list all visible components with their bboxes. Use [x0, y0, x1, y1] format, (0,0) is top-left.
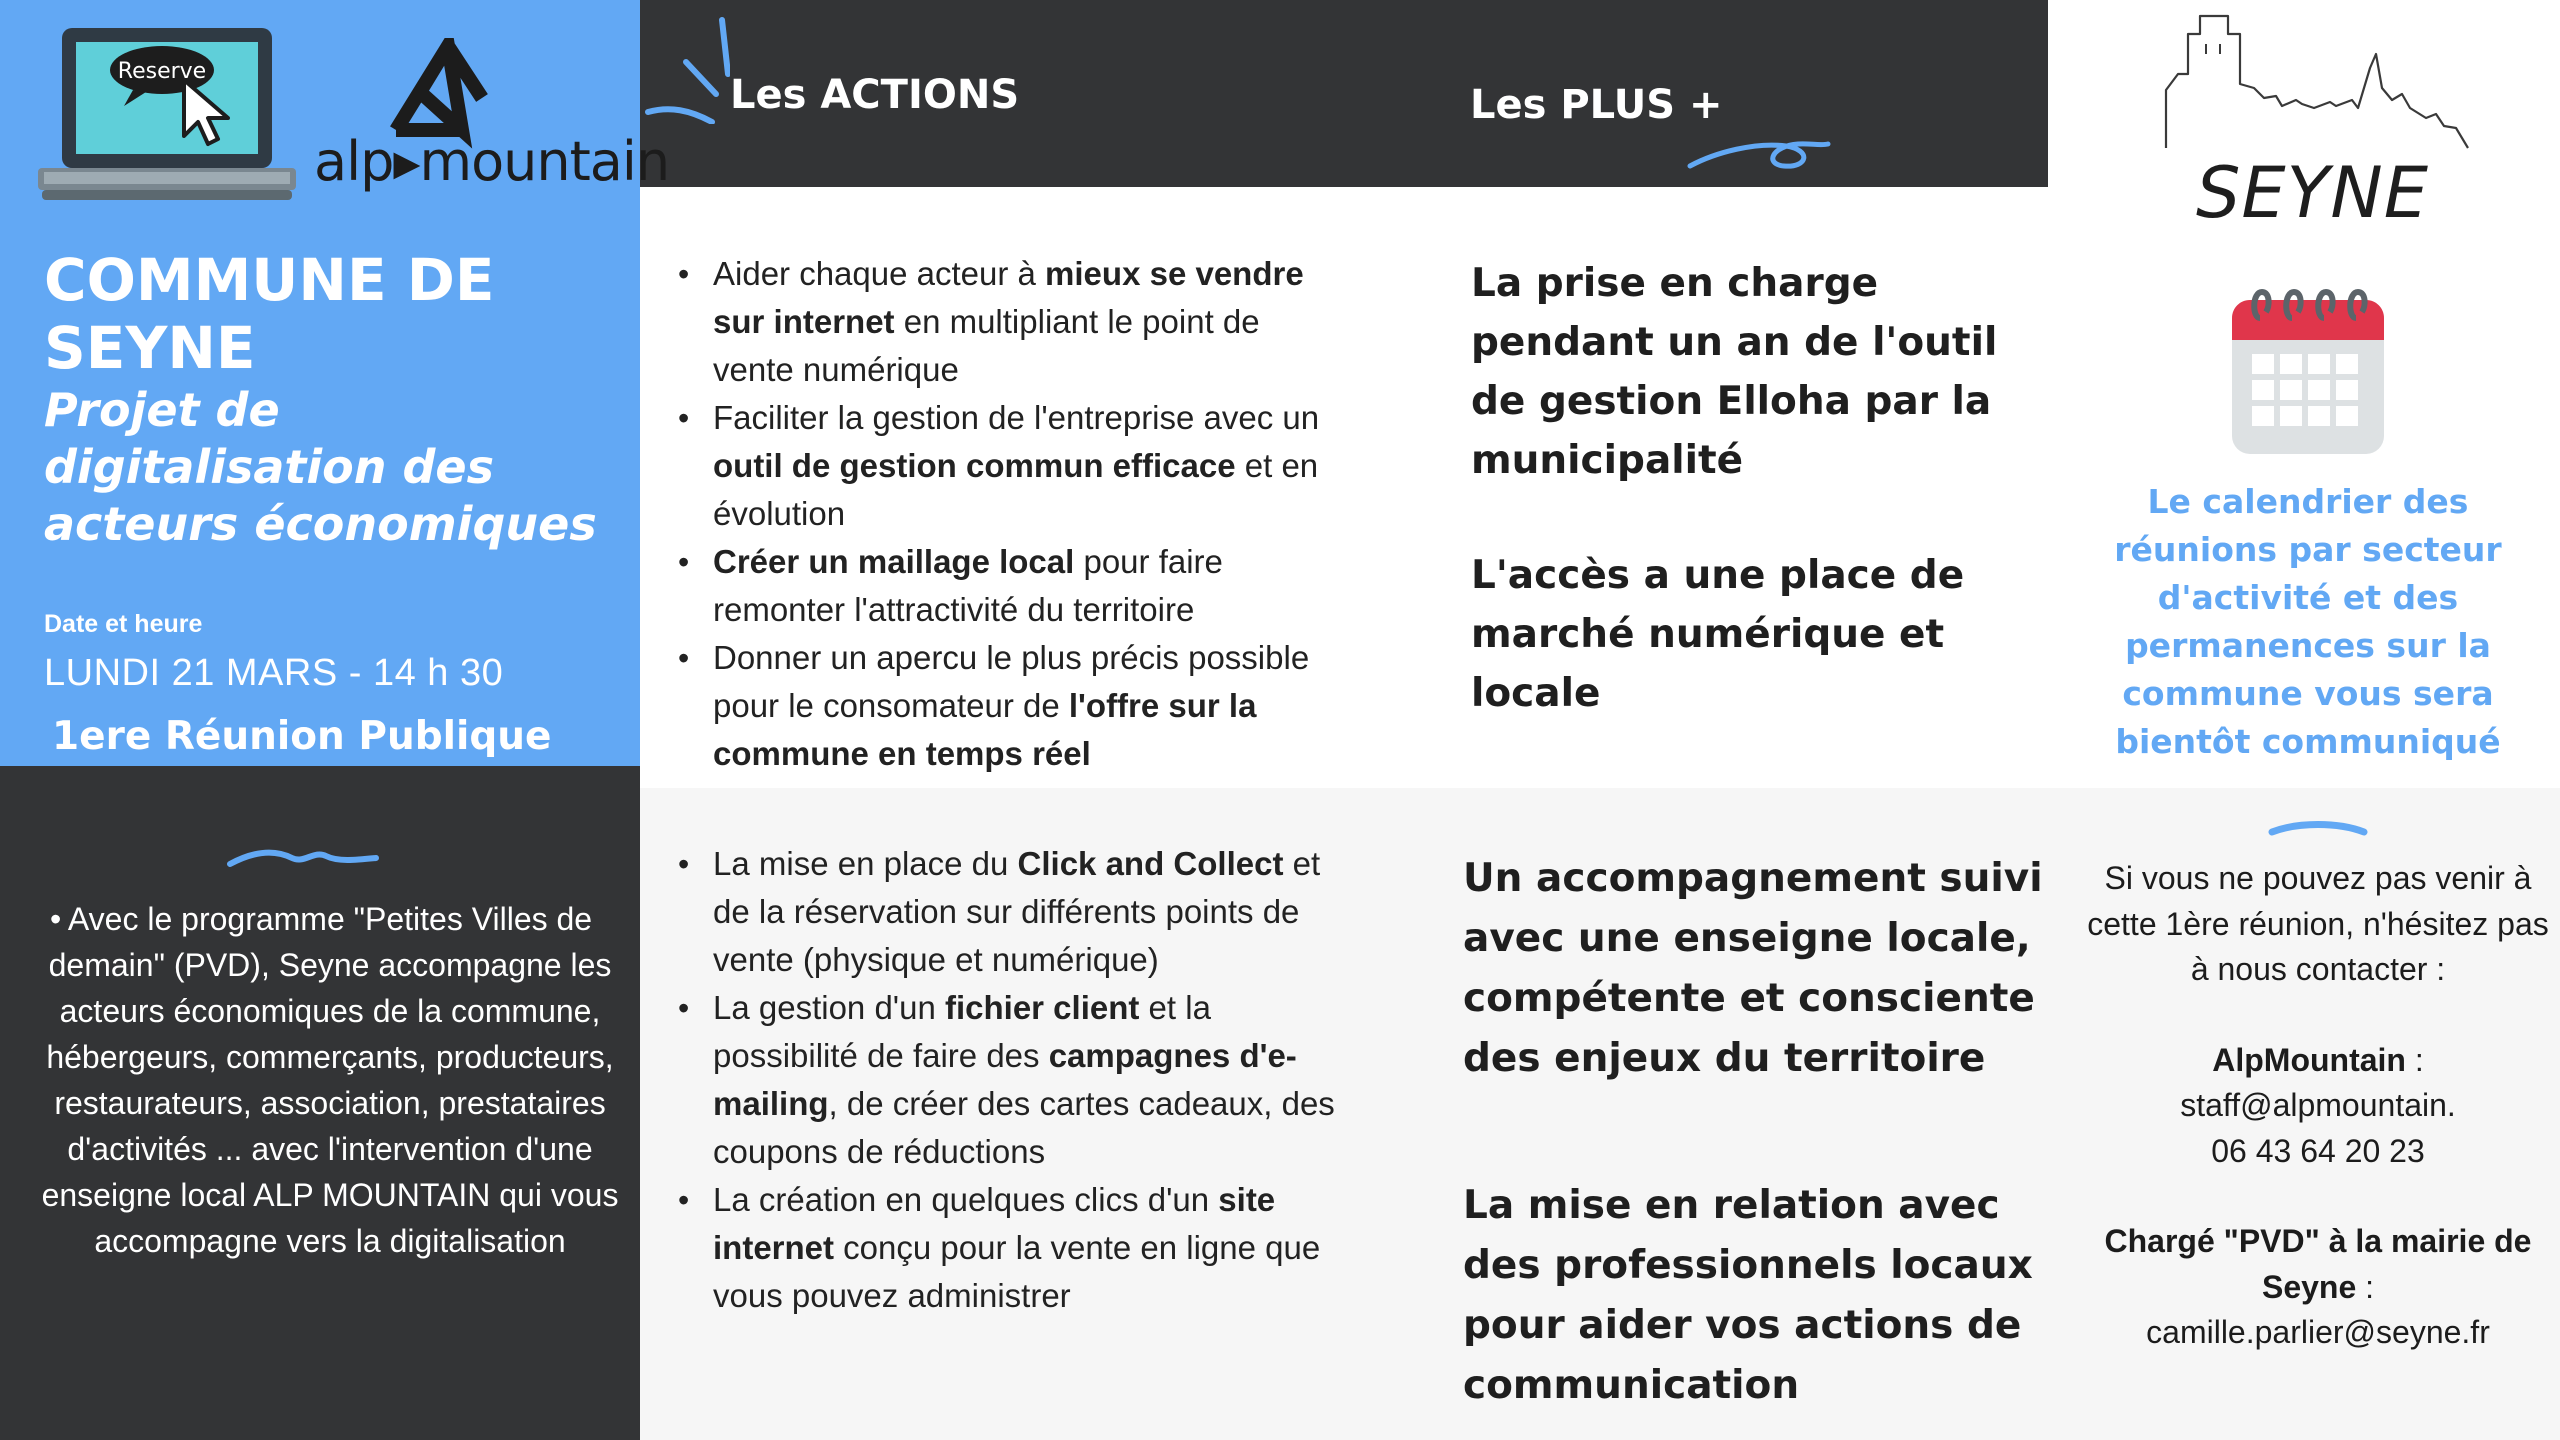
pvd-item: • Avec le programme "Petites Villes de demain" (PVD), Seyne accompagne les acteurs économiques de la commune, hébergeurs, commerçants, producteurs, restaurateurs, association, prestataires d'activités ... avec l'intervention d'une enseigne local ALP MOUNTAIN qui vous accompagne vers la digitalisation [41, 901, 619, 1259]
action-text: et la possibilité de faire des [713, 989, 1211, 1074]
action-emphasis: Créer un maillage local [713, 543, 1075, 580]
contact-block [2076, 856, 2560, 1356]
squiggle-decoration-icon [226, 846, 380, 870]
action-item [640, 250, 1340, 394]
mairie-line: Chargé "PVD" à la mairie de Seyne : [2104, 1223, 2532, 1305]
action-emphasis: campagnes d'e-mailing [713, 1037, 1297, 1122]
mairie-email[interactable]: camille.parlier@seyne.fr [2146, 1314, 2490, 1350]
action-text: en multipliant le point de vente numérique [713, 303, 1260, 388]
action-emphasis: site internet [713, 1181, 1276, 1266]
plus-item-marketplace: L'accès a une place de marché numérique et locale [1471, 553, 1965, 716]
seyne-logo-text: SEYNE [2196, 152, 2430, 234]
action-item [640, 984, 1340, 1176]
action-text: La mise en place du [713, 845, 1018, 882]
brand-name: alp▸mountain [314, 130, 670, 193]
action-text: Aider chaque acteur à [713, 255, 1046, 292]
pvd-text: Avec le programme "Petites Villes de demain" (PVD), Seyne accompagne les acteurs économiques de la commune, hébergeurs, commerçants, producteurs, restaurateurs, association, prestataires d'activités ... avec l'intervention d'une enseigne local ALP MOUNTAIN qui vous accompagne vers la digitalisation [41, 901, 619, 1259]
action-emphasis: fichier client [944, 989, 1140, 1026]
org-email[interactable]: staff@alpmountain. [2180, 1087, 2456, 1123]
action-item [640, 1176, 1340, 1320]
mairie-label: Chargé "PVD" à la mairie de Seyne [2104, 1223, 2532, 1305]
wave-decoration-icon [2268, 820, 2368, 838]
action-item [640, 538, 1340, 634]
meeting-title: 1ere Réunion Publique [52, 714, 552, 759]
project-subtitle: Projet de digitalisation des acteurs économiques [44, 383, 597, 551]
swirl-decoration-icon [1686, 132, 1832, 174]
action-text: pour faire remonter l'attractivité du territoire [713, 543, 1223, 628]
action-item [640, 394, 1340, 538]
calendar-notice: Le calendrier des réunions par secteur d'activité et des permanences sur la commune vous sera bientôt communiqué [2114, 482, 2502, 761]
plus-item-elloha: La prise en charge pendant un an de l'outil de gestion Elloha par la municipalité [1471, 261, 1998, 483]
org-line: AlpMountain : [2212, 1041, 2424, 1078]
actions-heading: Les ACTIONS [730, 72, 1020, 118]
action-text: conçu pour la vente en ligne que vous pouvez administrer [713, 1229, 1321, 1314]
plus-heading: Les PLUS + [1470, 82, 1723, 128]
actions-list-top [640, 250, 1340, 778]
date-label: Date et heure [44, 610, 203, 638]
date-value: LUNDI 21 MARS - 14 h 30 [44, 652, 504, 694]
action-text: La gestion d'un [713, 989, 945, 1026]
actions-list-bottom [640, 840, 1340, 1320]
action-emphasis: l'offre sur la commune en temps réel [713, 687, 1257, 772]
spark-decoration-icon [640, 14, 730, 124]
org-name: AlpMountain [2212, 1041, 2406, 1078]
action-text: Faciliter la gestion de l'entreprise avec un [713, 399, 1320, 436]
laptop-icon [38, 26, 296, 211]
calendar-icon [2230, 282, 2386, 456]
action-text: et en évolution [713, 447, 1319, 532]
action-item [640, 840, 1340, 984]
action-emphasis: outil de gestion commun efficace [713, 447, 1236, 484]
plus-item-support: Un accompagnement suivi avec une enseigne locale, compétente et consciente des enjeux du territoire [1463, 856, 2043, 1081]
laptop-reserve-label: Reserve [117, 59, 207, 84]
contact-intro: Si vous ne pouvez pas venir à cette 1ère réunion, n'hésitez pas à nous contacter : [2087, 860, 2549, 987]
action-text: Donner un apercu le plus précis possible pour le consomateur de [713, 639, 1310, 724]
plus-item-network: La mise en relation avec des professionnels locaux pour aider vos actions de communication [1463, 1183, 2033, 1408]
action-emphasis: Click and Collect [1017, 845, 1284, 882]
page-title: COMMUNE DE SEYNE [44, 246, 495, 382]
action-text: et de la réservation sur différents points de vente (physique et numérique) [713, 845, 1321, 978]
action-text: , de créer des cartes cadeaux, des coupons de réductions [713, 1085, 1335, 1170]
pvd-description [40, 896, 620, 1264]
action-text: La création en quelques clics d'un [713, 1181, 1219, 1218]
action-emphasis: mieux se vendre sur internet [713, 255, 1304, 340]
action-item [640, 634, 1340, 778]
org-phone[interactable]: 06 43 64 20 23 [2211, 1132, 2425, 1169]
castle-sketch-icon [2164, 14, 2470, 166]
